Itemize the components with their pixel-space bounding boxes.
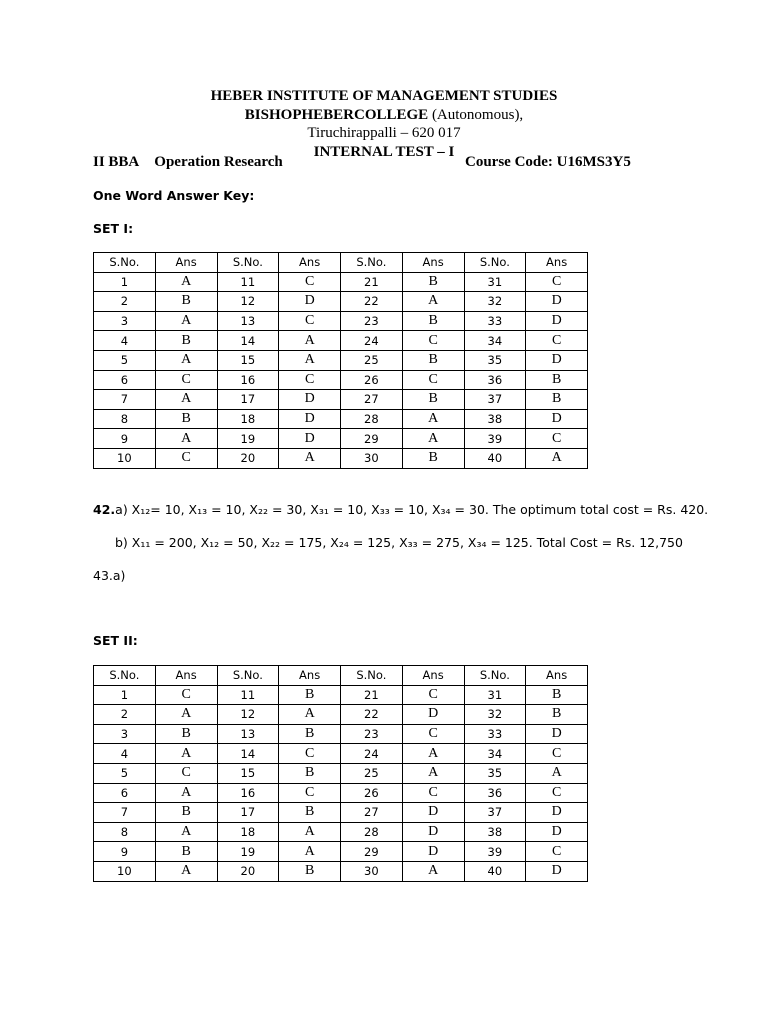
answer-cell: D — [402, 705, 464, 725]
serial-number-cell: 18 — [217, 409, 279, 429]
serial-number-cell: 8 — [94, 822, 156, 842]
serial-number-cell: 22 — [341, 705, 403, 725]
answer-cell: C — [279, 272, 341, 292]
serial-number-cell: 25 — [341, 763, 403, 783]
answer-cell: C — [526, 331, 588, 351]
answer-cell: C — [155, 370, 217, 390]
column-header-ans: Ans — [526, 666, 588, 686]
answer-cell: D — [279, 292, 341, 312]
answer-cell: B — [155, 409, 217, 429]
column-header-sno: S.No. — [94, 666, 156, 686]
set-2-answer-table — [93, 665, 588, 882]
table-row — [94, 350, 588, 370]
serial-number-cell: 20 — [217, 861, 279, 881]
serial-number-cell: 37 — [464, 803, 526, 823]
answer-cell: C — [155, 685, 217, 705]
question-number-42: 42. — [93, 502, 116, 517]
set-2-title: SET II: — [93, 633, 138, 648]
table-row — [94, 783, 588, 803]
serial-number-cell: 40 — [464, 448, 526, 468]
answer-cell: C — [526, 783, 588, 803]
document-header — [0, 87, 768, 161]
serial-number-cell: 2 — [94, 705, 156, 725]
serial-number-cell: 5 — [94, 763, 156, 783]
serial-number-cell: 29 — [341, 842, 403, 862]
answer-cell: B — [402, 390, 464, 410]
college-name: BISHOPHEBERCOLLEGE — [244, 106, 429, 123]
serial-number-cell: 7 — [94, 390, 156, 410]
serial-number-cell: 15 — [217, 350, 279, 370]
answer-cell: B — [402, 350, 464, 370]
column-header-ans: Ans — [155, 253, 217, 273]
serial-number-cell: 34 — [464, 331, 526, 351]
answer-42a-text: a) X₁₂= 10, X₁₃ = 10, X₂₂ = 30, X₃₁ = 10, X₃₃ = 10, X₃₄ = 30. The optimum total cost = Rs. 420. — [115, 502, 709, 517]
column-header-sno: S.No. — [341, 253, 403, 273]
serial-number-cell: 35 — [464, 763, 526, 783]
answer-cell: B — [279, 861, 341, 881]
answer-cell: C — [402, 783, 464, 803]
course-subject: Operation Research — [154, 154, 283, 170]
serial-number-cell: 14 — [217, 744, 279, 764]
answer-cell: B — [279, 685, 341, 705]
serial-number-cell: 26 — [341, 370, 403, 390]
answer-cell: A — [279, 842, 341, 862]
table-row — [94, 409, 588, 429]
answer-cell: A — [279, 331, 341, 351]
answer-cell: D — [526, 311, 588, 331]
column-header-ans: Ans — [279, 666, 341, 686]
serial-number-cell: 9 — [94, 842, 156, 862]
course-class-subject — [93, 154, 283, 171]
answer-cell: C — [279, 370, 341, 390]
serial-number-cell: 27 — [341, 390, 403, 410]
serial-number-cell: 27 — [341, 803, 403, 823]
serial-number-cell: 10 — [94, 861, 156, 881]
serial-number-cell: 38 — [464, 822, 526, 842]
table-row — [94, 272, 588, 292]
answer-cell: A — [155, 311, 217, 331]
serial-number-cell: 39 — [464, 842, 526, 862]
answer-42b: b) X₁₁ = 200, X₁₂ = 50, X₂₂ = 175, X₂₄ = 125, X₃₃ = 275, X₃₄ = 125. Total Cost = Rs. 12,750 — [115, 535, 683, 550]
serial-number-cell: 32 — [464, 705, 526, 725]
column-header-sno: S.No. — [464, 666, 526, 686]
serial-number-cell: 7 — [94, 803, 156, 823]
answer-cell: D — [526, 409, 588, 429]
answer-cell: A — [279, 822, 341, 842]
answer-cell: D — [279, 429, 341, 449]
answer-cell: C — [526, 842, 588, 862]
column-header-ans: Ans — [279, 253, 341, 273]
table-row — [94, 331, 588, 351]
serial-number-cell: 1 — [94, 685, 156, 705]
table-row — [94, 292, 588, 312]
answer-cell: D — [402, 842, 464, 862]
answer-cell: A — [402, 292, 464, 312]
serial-number-cell: 2 — [94, 292, 156, 312]
answer-cell: B — [402, 272, 464, 292]
serial-number-cell: 23 — [341, 724, 403, 744]
answer-cell: B — [155, 842, 217, 862]
answer-cell: D — [526, 803, 588, 823]
serial-number-cell: 21 — [341, 685, 403, 705]
serial-number-cell: 16 — [217, 370, 279, 390]
table-row — [94, 448, 588, 468]
table-header-row — [94, 666, 588, 686]
column-header-ans: Ans — [526, 253, 588, 273]
table-row — [94, 861, 588, 881]
answer-cell: D — [526, 350, 588, 370]
answer-cell: A — [155, 272, 217, 292]
answer-cell: B — [155, 803, 217, 823]
table-row — [94, 390, 588, 410]
serial-number-cell: 13 — [217, 311, 279, 331]
answer-cell: B — [279, 724, 341, 744]
column-header-ans: Ans — [402, 253, 464, 273]
answer-cell: A — [402, 744, 464, 764]
serial-number-cell: 35 — [464, 350, 526, 370]
answer-42a — [93, 502, 708, 517]
city-line: Tiruchirappalli – 620 017 — [307, 125, 461, 141]
answer-cell: C — [279, 783, 341, 803]
answer-cell: C — [402, 685, 464, 705]
table-header-row — [94, 253, 588, 273]
answer-cell: B — [526, 370, 588, 390]
serial-number-cell: 1 — [94, 272, 156, 292]
answer-cell: A — [155, 705, 217, 725]
answer-cell: C — [155, 763, 217, 783]
answer-cell: D — [526, 724, 588, 744]
serial-number-cell: 20 — [217, 448, 279, 468]
answer-cell: C — [526, 272, 588, 292]
serial-number-cell: 37 — [464, 390, 526, 410]
answer-cell: D — [279, 390, 341, 410]
course-class: II BBA — [93, 154, 140, 170]
answer-cell: D — [526, 822, 588, 842]
serial-number-cell: 11 — [217, 272, 279, 292]
serial-number-cell: 31 — [464, 272, 526, 292]
serial-number-cell: 9 — [94, 429, 156, 449]
answer-cell: C — [279, 311, 341, 331]
test-title: INTERNAL TEST – I — [313, 143, 455, 160]
serial-number-cell: 29 — [341, 429, 403, 449]
serial-number-cell: 30 — [341, 861, 403, 881]
column-header-sno: S.No. — [217, 666, 279, 686]
answer-cell: A — [402, 409, 464, 429]
answer-cell: B — [155, 724, 217, 744]
table-row — [94, 724, 588, 744]
serial-number-cell: 34 — [464, 744, 526, 764]
answer-cell: D — [402, 803, 464, 823]
serial-number-cell: 22 — [341, 292, 403, 312]
institute-name: HEBER INSTITUTE OF MANAGEMENT STUDIES — [210, 88, 558, 104]
serial-number-cell: 33 — [464, 724, 526, 744]
serial-number-cell: 6 — [94, 370, 156, 390]
column-header-sno: S.No. — [217, 253, 279, 273]
answer-cell: C — [279, 744, 341, 764]
serial-number-cell: 12 — [217, 705, 279, 725]
serial-number-cell: 28 — [341, 409, 403, 429]
answer-cell: D — [279, 409, 341, 429]
answer-cell: C — [526, 744, 588, 764]
answer-cell: B — [279, 763, 341, 783]
answer-cell: D — [402, 822, 464, 842]
answer-cell: C — [402, 331, 464, 351]
table-row — [94, 744, 588, 764]
serial-number-cell: 5 — [94, 350, 156, 370]
answer-key-title: One Word Answer Key: — [93, 188, 255, 203]
answer-cell: B — [526, 705, 588, 725]
answer-cell: A — [155, 390, 217, 410]
serial-number-cell: 36 — [464, 370, 526, 390]
serial-number-cell: 16 — [217, 783, 279, 803]
serial-number-cell: 32 — [464, 292, 526, 312]
answer-cell: A — [402, 429, 464, 449]
answer-cell: A — [402, 763, 464, 783]
serial-number-cell: 33 — [464, 311, 526, 331]
course-code: Course Code: U16MS3Y5 — [465, 154, 631, 170]
table-row — [94, 763, 588, 783]
table-row — [94, 370, 588, 390]
serial-number-cell: 12 — [217, 292, 279, 312]
serial-number-cell: 11 — [217, 685, 279, 705]
serial-number-cell: 39 — [464, 429, 526, 449]
answer-cell: A — [279, 705, 341, 725]
table-row — [94, 311, 588, 331]
table-row — [94, 705, 588, 725]
column-header-sno: S.No. — [341, 666, 403, 686]
answer-cell: A — [155, 429, 217, 449]
answer-cell: A — [155, 822, 217, 842]
serial-number-cell: 6 — [94, 783, 156, 803]
answer-cell: C — [402, 724, 464, 744]
answer-cell: A — [155, 350, 217, 370]
serial-number-cell: 25 — [341, 350, 403, 370]
serial-number-cell: 19 — [217, 842, 279, 862]
serial-number-cell: 19 — [217, 429, 279, 449]
answer-cell: B — [279, 803, 341, 823]
serial-number-cell: 23 — [341, 311, 403, 331]
column-header-ans: Ans — [155, 666, 217, 686]
answer-cell: B — [155, 331, 217, 351]
answer-cell: C — [155, 448, 217, 468]
answer-cell: A — [155, 744, 217, 764]
serial-number-cell: 38 — [464, 409, 526, 429]
answer-cell: A — [279, 448, 341, 468]
set-1-answer-table — [93, 252, 588, 469]
serial-number-cell: 28 — [341, 822, 403, 842]
serial-number-cell: 3 — [94, 724, 156, 744]
answer-cell: B — [526, 390, 588, 410]
serial-number-cell: 17 — [217, 390, 279, 410]
column-header-sno: S.No. — [464, 253, 526, 273]
serial-number-cell: 15 — [217, 763, 279, 783]
serial-number-cell: 31 — [464, 685, 526, 705]
serial-number-cell: 17 — [217, 803, 279, 823]
answer-cell: A — [279, 350, 341, 370]
serial-number-cell: 13 — [217, 724, 279, 744]
serial-number-cell: 18 — [217, 822, 279, 842]
column-header-ans: Ans — [402, 666, 464, 686]
serial-number-cell: 26 — [341, 783, 403, 803]
answer-cell: D — [526, 861, 588, 881]
answer-cell: A — [155, 861, 217, 881]
serial-number-cell: 4 — [94, 331, 156, 351]
table-row — [94, 842, 588, 862]
serial-number-cell: 30 — [341, 448, 403, 468]
serial-number-cell: 14 — [217, 331, 279, 351]
table-row — [94, 429, 588, 449]
table-row — [94, 803, 588, 823]
answer-cell: B — [402, 448, 464, 468]
answer-cell: A — [526, 763, 588, 783]
answer-cell: B — [526, 685, 588, 705]
serial-number-cell: 24 — [341, 331, 403, 351]
serial-number-cell: 3 — [94, 311, 156, 331]
answer-cell: D — [526, 292, 588, 312]
serial-number-cell: 10 — [94, 448, 156, 468]
answer-cell: A — [402, 861, 464, 881]
college-suffix: (Autonomous), — [428, 106, 524, 123]
column-header-sno: S.No. — [94, 253, 156, 273]
answer-43a: 43.a) — [93, 568, 126, 583]
serial-number-cell: 4 — [94, 744, 156, 764]
table-row — [94, 822, 588, 842]
college-line — [0, 106, 768, 125]
table-body — [94, 685, 588, 881]
serial-number-cell: 21 — [341, 272, 403, 292]
serial-number-cell: 36 — [464, 783, 526, 803]
table-row — [94, 685, 588, 705]
answer-cell: A — [155, 783, 217, 803]
answer-cell: B — [402, 311, 464, 331]
serial-number-cell: 8 — [94, 409, 156, 429]
serial-number-cell: 40 — [464, 861, 526, 881]
answer-cell: B — [155, 292, 217, 312]
table-body — [94, 272, 588, 468]
answer-cell: C — [526, 429, 588, 449]
serial-number-cell: 24 — [341, 744, 403, 764]
set-1-title: SET I: — [93, 221, 134, 236]
answer-cell: A — [526, 448, 588, 468]
answer-cell: C — [402, 370, 464, 390]
